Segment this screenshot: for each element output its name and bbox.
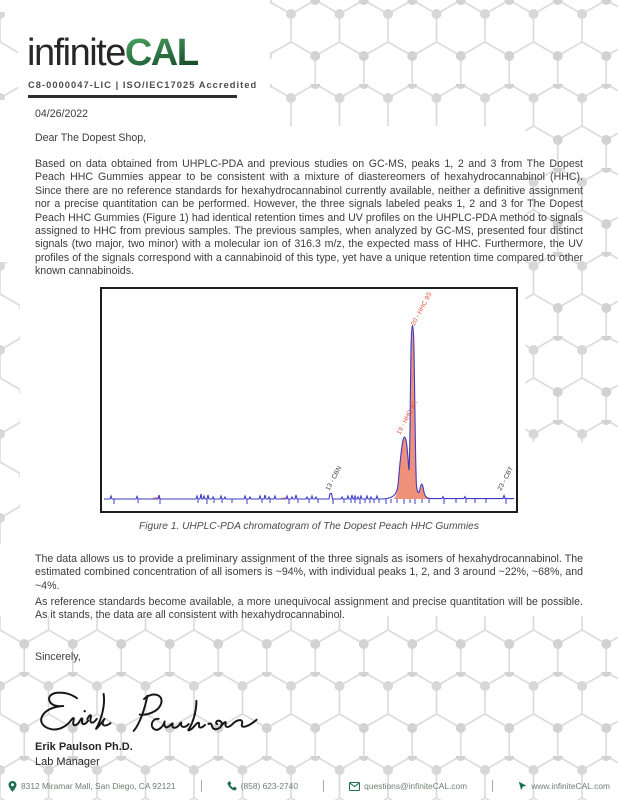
phone-icon bbox=[227, 781, 237, 791]
signature-erik-paulson bbox=[28, 680, 260, 744]
pin-icon bbox=[8, 781, 17, 792]
footer-contact-bar bbox=[0, 776, 618, 796]
paragraph-3: As reference standards become available, a more unequivocal assignment and precise quantitation will be possible. As it stands, the data are all consistent with hexahydrocannabinol. bbox=[35, 596, 583, 622]
paragraph-1: Based on data obtained from UHPLC-PDA and previous studies on GC-MS, peaks 1, 2 and 3 from The Dopest Peach HHC Gummies appear to be consistent with a mixture of diastereomers of hexahydrocannabinol (HHC). Since there are no reference standards for hexahydrocannabinol currently available, neither a definitive assignment nor a precise quantitation can be performed. However, the three signals labeled peaks 1, 2 and 3 for The Dopest Peach HHC Gummies (Figure 1) had identical retention times and UV profiles on the UHPLC-PDA method to signals assigned to HHC from previous samples. The previous samples, when analyzed by GC-MS, presented four distinct signals (two major, two minor) with a molecular ion of 316.3 m/z, the expected mass of HHC. Furthermore, the UV profiles of the signals correspond with a cannabinoid of this type, yet have a unique retention time compared to other known cannabinoids. bbox=[35, 158, 583, 278]
signer-title: Lab Manager bbox=[35, 756, 100, 768]
footer-email bbox=[349, 781, 467, 791]
figure-box bbox=[100, 287, 518, 513]
footer-separator bbox=[323, 780, 324, 792]
retention-tick-marks bbox=[114, 499, 506, 504]
footer-phone bbox=[227, 781, 298, 791]
peak-label-hhc-9s: 20 - HHC 9S bbox=[410, 291, 434, 327]
footer-email-text: questions@infiniteCAL.com bbox=[364, 781, 468, 791]
footer-website bbox=[518, 781, 610, 791]
salutation: Dear The Dopest Shop, bbox=[35, 132, 147, 144]
footer-address bbox=[8, 781, 176, 792]
peak-label-cbt: 23 - CBT bbox=[496, 465, 515, 492]
chromatogram-trace bbox=[104, 325, 514, 499]
accreditation-line: C8-0000047-LIC | ISO/IEC17025 Accredited bbox=[28, 80, 258, 90]
footer-website-text: www.infiniteCAL.com bbox=[531, 781, 610, 791]
letter-date: 04/26/2022 bbox=[35, 108, 89, 120]
brand-logo-cal: CAL bbox=[124, 32, 199, 74]
peak-label-cbn: 13 - CBN bbox=[324, 465, 344, 492]
figure-caption: Figure 1. UHPLC-PDA chromatogram of The Dopest Peach HHC Gummies bbox=[139, 521, 479, 532]
brand-divider bbox=[28, 95, 237, 98]
signer-name: Erik Paulson Ph.D. bbox=[35, 741, 133, 753]
chromatogram-figure bbox=[102, 289, 516, 511]
footer-separator bbox=[201, 780, 202, 792]
footer-address-text: 8312 Miramar Mall, San Diego, CA 92121 bbox=[21, 781, 176, 791]
footer-phone-text: (858) 623-2740 bbox=[240, 781, 298, 791]
brand-logo bbox=[27, 33, 198, 73]
closing-sincerely: Sincerely, bbox=[35, 651, 81, 663]
brand-logo-infinite: infinite bbox=[27, 32, 125, 74]
peak-label-hhc-9r: 19 - HHC 9R bbox=[395, 399, 420, 436]
paragraph-2: The data allows us to provide a preliminary assignment of the three signals as isomers of hexahydrocannabinol. The estimated combined concentration of all isomers is ~94%, with individual peaks 1, 2, and 3 around ~22%, ~68%, and ~4%. bbox=[35, 553, 583, 592]
envelope-icon bbox=[349, 782, 360, 791]
footer-separator bbox=[492, 780, 493, 792]
cursor-icon bbox=[518, 781, 527, 791]
